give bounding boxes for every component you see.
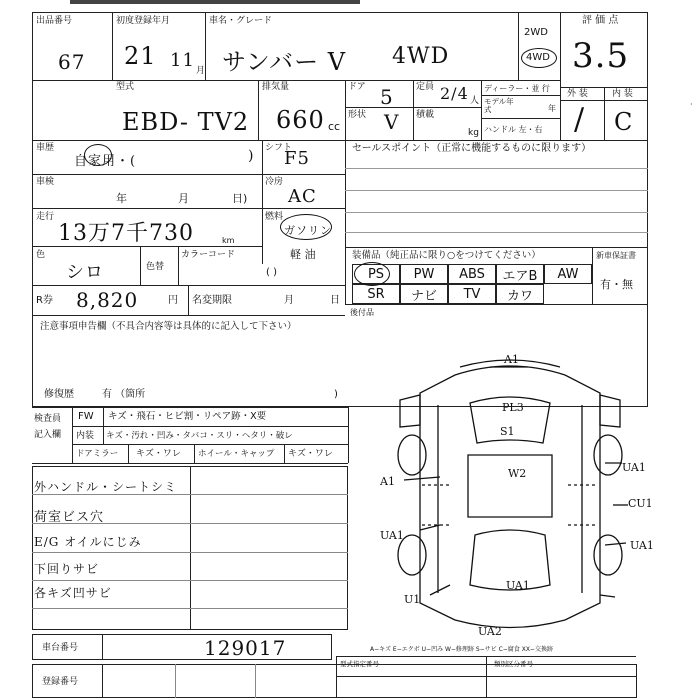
inspection-label: 車検 xyxy=(36,177,55,187)
mark-left-rear: UA1 xyxy=(380,529,404,542)
after-label: 後付品 xyxy=(350,308,374,317)
door-label: ドア xyxy=(348,82,366,92)
handwritten-note-4: 下回りサビ xyxy=(34,562,100,576)
notes-title: 注意事項申告欄（不具合内容等は具体的に記入して下さい） xyxy=(40,321,297,332)
mileage-label: 走行 xyxy=(36,212,55,222)
lot-value: 67 xyxy=(58,50,86,74)
mark-left-bottom: U1 xyxy=(404,593,421,606)
repair-close: ) xyxy=(334,389,338,400)
color-value: シロ xyxy=(66,262,104,283)
load-label: 積載 xyxy=(416,110,435,120)
interior-label: 内 装 xyxy=(612,89,633,99)
registration-label: 名変期限 xyxy=(192,295,232,306)
damage-legend: A−キズ E−エクボ U−凹み W−修理跡 S−サビ C−腐食 XX−交換跡 xyxy=(370,646,553,653)
color-code-label: カラーコード xyxy=(181,250,236,260)
first-reg-year: 21 xyxy=(124,42,157,70)
first-reg-month-unit: 月 xyxy=(196,66,206,76)
handwritten-note-2: 荷室ビス穴 xyxy=(34,510,105,525)
registration-day: 日 xyxy=(330,295,340,306)
drive-2wd: 2WD xyxy=(524,27,548,38)
equipment-row-2 xyxy=(352,284,592,304)
model-value: EBD- TV2 xyxy=(122,108,250,136)
inspector-wheel: ホイール・キャップ xyxy=(198,449,275,459)
shape-value: V xyxy=(384,110,400,134)
inspector-label-2: 記入欄 xyxy=(34,430,62,440)
cc-unit: cc xyxy=(328,120,341,133)
history-close: ) xyxy=(248,148,255,164)
history-circle xyxy=(84,144,112,166)
mark-windshield: PL3 xyxy=(502,401,524,414)
mark-right-door: CU1 xyxy=(628,497,653,510)
shift-label: シフト xyxy=(265,143,293,153)
warranty-value: 有・無 xyxy=(600,278,633,291)
warranty-label: 新車保証書 xyxy=(596,251,636,260)
form-number-label: 型式指定番号 xyxy=(340,660,379,668)
chassis-value: 129017 xyxy=(204,636,287,660)
registration-number-label: 登録番号 xyxy=(42,677,79,687)
mileage-value: 13万7千730 xyxy=(58,221,194,246)
recycle-unit: 円 xyxy=(168,295,178,306)
aircon-label: 冷房 xyxy=(265,177,284,187)
fuel-paren: ( ) xyxy=(266,267,277,278)
drive-4wd-circle xyxy=(521,48,557,68)
handwritten-note-1: 外ハンドル・シートシミ xyxy=(34,480,178,494)
car-name: サンバー V xyxy=(222,48,347,76)
exterior-value: / xyxy=(574,102,586,137)
car-drive: 4WD xyxy=(392,44,450,69)
inspector-fw: FW xyxy=(78,411,94,422)
fuel-other: 軽 油 xyxy=(290,248,316,261)
ps-circle xyxy=(354,262,390,286)
mark-roof: W2 xyxy=(508,467,527,480)
equipment-item: TV xyxy=(448,284,496,304)
fuel-value: ガソリン xyxy=(284,224,332,237)
mark-right-rear: UA1 xyxy=(630,539,654,552)
inspector-interior: 内装 xyxy=(76,431,95,441)
chassis-label: 車台番号 xyxy=(42,643,79,653)
mark-rear: UA1 xyxy=(506,579,530,592)
equipment-item: ABS xyxy=(448,264,496,284)
mark-left-front: A1 xyxy=(380,475,395,488)
equipment-item: カワ xyxy=(496,284,544,304)
equipment-item: ナビ xyxy=(400,284,448,304)
mileage-unit: km xyxy=(222,236,235,245)
stray-mark: · xyxy=(690,100,693,109)
handwritten-note-3: E/G オイルにじみ xyxy=(34,535,142,549)
first-reg-month: 11 xyxy=(170,50,195,71)
exterior-label: 外 装 xyxy=(567,89,588,99)
handwritten-note-5: 各キズ凹サビ xyxy=(34,586,112,600)
color-label: 色 xyxy=(36,250,46,260)
cc-value: 660 xyxy=(276,106,325,134)
model-year-unit: 年 xyxy=(548,104,556,113)
history-options: 自家用・( xyxy=(74,154,137,169)
equipment-label: 装備品（純正品に限り○をつけてください） xyxy=(352,250,541,261)
door-value: 5 xyxy=(380,85,394,109)
inspector-label-1: 検査員 xyxy=(34,414,62,424)
repair-label: 修復歴 xyxy=(44,389,74,400)
fuel-circle xyxy=(280,214,332,240)
mark-front: A1 xyxy=(504,353,519,366)
inspection-month: 月 xyxy=(178,192,189,205)
equipment-item: エアB xyxy=(496,264,544,284)
inspector-mirror: ドアミラー xyxy=(76,449,119,459)
inspection-year: 年 xyxy=(116,192,127,205)
inspector-wheel-text: キズ・ワレ xyxy=(288,449,333,459)
interior-value: C xyxy=(614,108,634,136)
model-label: 型式 xyxy=(116,82,135,92)
dealer-label: ディーラー・並 行 xyxy=(484,84,550,93)
equipment-item: PW xyxy=(400,264,448,284)
car-diagram xyxy=(360,345,660,645)
aircon-value: AC xyxy=(288,186,317,207)
lot-label: 出品番号 xyxy=(36,16,73,26)
inspector-interior-text: キズ・汚れ・凹み・タバコ・スリ・ヘタリ・破レ xyxy=(106,431,293,441)
model-year-label: モデル年式 xyxy=(484,97,514,114)
car-label: 車名・グレード xyxy=(209,16,273,26)
capacity-unit: 人 xyxy=(470,96,480,106)
drive-4wd: 4WD xyxy=(526,52,550,63)
load-unit: kg xyxy=(468,128,479,138)
top-edge-text xyxy=(70,0,360,4)
mark-windshield-2: S1 xyxy=(500,425,515,438)
registration-month: 月 xyxy=(284,295,294,306)
recycle-value: 8,820 xyxy=(76,288,139,312)
inspector-mirror-text: キズ・ワレ xyxy=(136,449,181,459)
class-number-label: 類別区分番号 xyxy=(494,660,533,668)
cc-label: 排気量 xyxy=(262,82,290,92)
inspection-day: 日) xyxy=(232,192,248,205)
inspector-fw-text: キズ・飛石・ヒビ割・リペア跡・X要 xyxy=(108,411,267,422)
handle-label: ハンドル 左・右 xyxy=(484,125,543,134)
registration-box xyxy=(32,664,637,698)
fuel-label: 燃料 xyxy=(265,212,284,222)
first-reg-label: 初度登録年月 xyxy=(116,16,171,26)
eval-score: 3.5 xyxy=(572,36,630,76)
mark-right-front: UA1 xyxy=(622,461,646,474)
equipment-item: SR xyxy=(352,284,400,304)
equipment-item: PS xyxy=(352,264,400,284)
sales-point-label: セールスポイント（正常に機能するものに限ります） xyxy=(352,143,592,154)
capacity-value: 2/4 xyxy=(440,84,469,103)
shift-value: F5 xyxy=(284,148,310,169)
recycle-label: R券 xyxy=(36,295,53,306)
eval-label: 評 価 点 xyxy=(582,15,619,26)
shape-label: 形状 xyxy=(348,110,367,120)
capacity-label: 定員 xyxy=(416,82,435,92)
equipment-item: AW xyxy=(544,264,592,284)
mark-bottom: UA2 xyxy=(478,625,502,638)
repair-value: 有 （箇所 xyxy=(102,389,146,400)
color-no-label: 色替 xyxy=(146,262,165,272)
history-label: 車歴 xyxy=(36,143,55,153)
